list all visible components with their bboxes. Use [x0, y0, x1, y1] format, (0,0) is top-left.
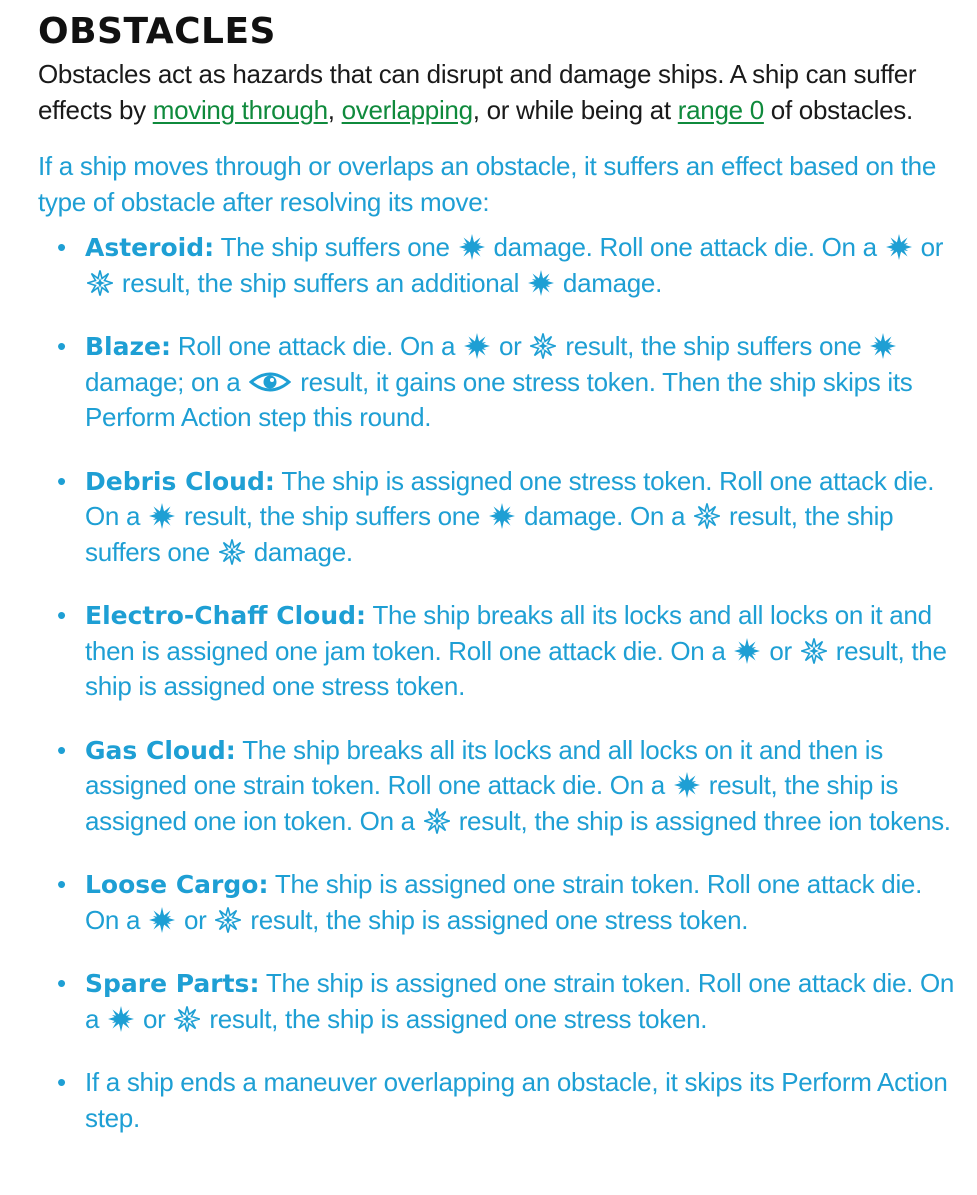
rules-page [38, 12, 963, 1136]
item-text: damage. [556, 267, 663, 298]
crit-icon [694, 503, 720, 529]
item-text: damage; on a [85, 366, 248, 397]
item-text: or [492, 331, 529, 361]
term-loose-cargo: Loose Cargo: [85, 870, 269, 899]
item-text: or [762, 635, 799, 666]
link-range-0[interactable]: range 0 [677, 95, 764, 125]
hit-icon [149, 907, 175, 933]
hit-icon [149, 503, 175, 529]
item-text: result, it gains one stress token. Then the ship skips its Perform Action step this round. [85, 366, 913, 432]
intro-sep-2: , or while being at [472, 95, 678, 125]
item-text: result, the ship is assigned one stress token. [202, 1003, 708, 1034]
item-text: damage. On a [517, 501, 693, 531]
bullet-icon: • [57, 1067, 66, 1097]
intro-sep-1: , [327, 95, 342, 125]
term-blaze: Blaze: [85, 332, 171, 361]
item-text: result, the ship suffers one [177, 501, 488, 531]
hit-icon [674, 772, 700, 798]
item-text: If a ship ends a maneuver overlapping an obstacle, it skips its Perform Action step. [85, 1067, 948, 1133]
hit-icon [108, 1006, 134, 1032]
crit-icon [174, 1006, 200, 1032]
focus-eye-icon [249, 369, 291, 395]
term-debris-cloud: Debris Cloud: [85, 466, 275, 496]
item-text: damage. [246, 536, 353, 567]
crit-icon [424, 808, 450, 834]
item-text: The ship is assigned one strain token. Roll one attack die. On a [85, 869, 923, 935]
hit-icon [870, 333, 896, 359]
item-text: result, the ship is assigned one stress token. [243, 904, 749, 935]
bullet-icon: • [57, 869, 66, 899]
page-title: OBSTACLES [38, 11, 276, 52]
term-electro-chaff-cloud: Electro-Chaff Cloud: [85, 601, 367, 630]
item-text: Roll one attack die. On a [171, 331, 463, 361]
bullet-icon: • [57, 465, 66, 496]
crit-icon [87, 270, 113, 296]
list-item-asteroid [38, 230, 963, 301]
term-gas-cloud: Gas Cloud: [85, 735, 236, 765]
item-text: or [177, 904, 214, 935]
hit-icon [459, 234, 485, 260]
link-overlapping[interactable]: overlapping [341, 95, 473, 125]
list-item-electro-chaff-cloud [38, 598, 963, 705]
item-text: or [913, 232, 944, 262]
item-text: result, the ship suffers one [558, 331, 869, 361]
item-text: The ship is assigned one stress token. Roll one attack die. On a [85, 465, 935, 531]
item-text: result, the ship suffers one [85, 501, 894, 567]
hit-icon [464, 333, 490, 359]
term-asteroid: Asteroid: [85, 233, 215, 262]
item-text: damage. Roll one attack die. On a [486, 232, 884, 262]
crit-icon [801, 638, 827, 664]
hit-icon [734, 638, 760, 664]
crit-icon [530, 333, 556, 359]
bullet-icon: • [57, 968, 66, 998]
bullet-icon: • [57, 734, 66, 765]
item-text: result, the ship is assigned one ion token. On a [85, 770, 899, 836]
list-item-gas-cloud [38, 733, 963, 840]
item-text: The ship breaks all its locks and all locks on it and then is assigned one strain token. Roll one attack die. On a [85, 734, 883, 800]
item-text: result, the ship is assigned three ion tokens. [451, 805, 951, 836]
link-moving-through[interactable]: moving through [152, 95, 328, 125]
item-text: The ship suffers one [214, 232, 457, 262]
bullet-icon: • [57, 232, 66, 262]
bullet-icon: • [57, 600, 66, 630]
list-item-end-maneuver [38, 1065, 963, 1136]
list-item-spare-parts [38, 966, 963, 1037]
lead-paragraph: If a ship moves through or overlaps an obstacle, it suffers an effect based on the type of obstacle after resolving its move: [38, 151, 936, 217]
item-text: or [136, 1003, 173, 1034]
crit-icon [215, 907, 241, 933]
item-text: The ship is assigned one strain token. Roll one attack die. On a [85, 968, 955, 1034]
item-text: result, the ship is assigned one stress token. [85, 635, 947, 701]
hit-icon [489, 503, 515, 529]
intro-text-1: Obstacles act as hazards that can disrupt and damage ships. A ship can suffer effects by [38, 59, 917, 125]
crit-icon [219, 539, 245, 565]
item-text: The ship breaks all its locks and all locks on it and then is assigned one jam token. Roll one attack die. On a [85, 600, 932, 666]
list-item-loose-cargo [38, 867, 963, 938]
bullet-icon: • [57, 331, 66, 361]
obstacle-effects-list [38, 230, 963, 1136]
list-item-blaze [38, 329, 963, 436]
term-spare-parts: Spare Parts: [85, 969, 260, 998]
item-text: result, the ship suffers an additional [115, 267, 526, 298]
hit-icon [528, 270, 554, 296]
intro-text-2: of obstacles. [763, 95, 913, 125]
intro-paragraph [38, 56, 963, 128]
hit-icon [886, 234, 912, 260]
list-item-debris-cloud [38, 464, 963, 571]
